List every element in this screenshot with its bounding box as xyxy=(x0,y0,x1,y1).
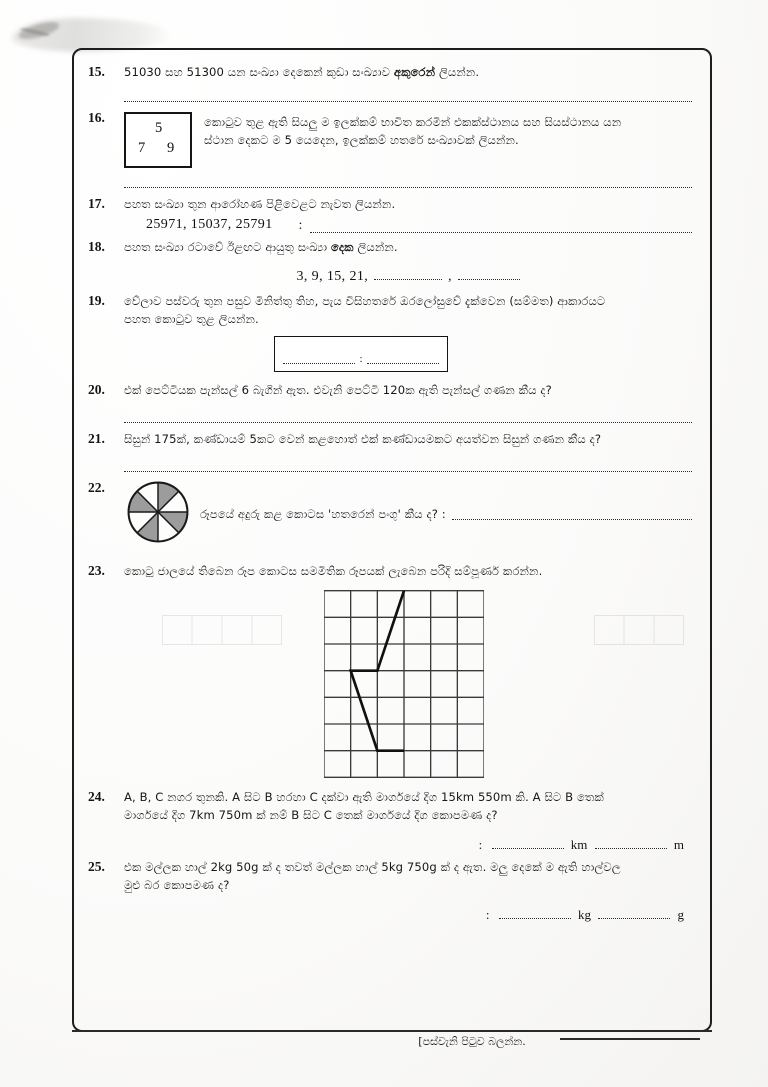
page-footer xyxy=(0,1032,768,1050)
footer-rule xyxy=(560,1038,700,1040)
question-24-answer-row xyxy=(124,837,692,853)
question-18-sequence: 3, 9, 15, 21, xyxy=(296,268,369,284)
question-18-comma: , xyxy=(448,267,452,283)
question-24-colon: : xyxy=(478,836,483,852)
question-16-answer-line[interactable] xyxy=(124,175,692,188)
question-23-number: 23. xyxy=(88,562,105,578)
question-18-lead: පහත සංඛ්‍යා රටාවේ ඊළඟට ආයුතු සංඛ්‍යා xyxy=(124,239,331,254)
question-24-unit-km: km xyxy=(570,836,588,852)
footer-note: [පස්වැනි පිටුව බලන්න. xyxy=(418,1035,526,1048)
question-15-text xyxy=(124,64,692,82)
bleed-through-grid-right xyxy=(594,615,684,645)
question-22-text: රූපයේ අදුරු කළ කොටස 'හතරෙන් පංගු' කීය ද? : xyxy=(200,507,446,522)
question-25-colon: : xyxy=(485,906,490,922)
question-16 xyxy=(84,110,692,188)
question-20 xyxy=(84,382,692,423)
question-16-line2: ස්ථාන දෙකට ම 5 යෙදෙන, ඉලක්කම් හතරේ සංඛ්‍යාවක් ලියන්න. xyxy=(204,132,519,147)
question-18-blank-2[interactable] xyxy=(458,270,520,280)
question-18-emphasis: දෙක xyxy=(330,239,354,254)
question-15-answer-line[interactable] xyxy=(124,89,692,102)
question-22-answer-line[interactable] xyxy=(452,510,692,520)
question-17-answer-line[interactable] xyxy=(310,223,692,233)
question-17-values: 25971, 15037, 25791 xyxy=(146,216,273,232)
question-25-line2: මුළු බර කොපමණ ද? xyxy=(124,877,230,892)
question-25-kg-blank[interactable] xyxy=(499,908,571,919)
question-22 xyxy=(84,480,692,549)
question-19-line1: වේලාව පස්වරු තුන පසුව මිනිත්තු තිහ, පැය විසිහතරේ ඔරලෝසුවේ දැක්වෙන (සම්මත) ආකාරයට xyxy=(124,293,606,308)
question-23-text: කොටු ජාලයේ තිබෙන රූප කොටස සමමිතික රූපයක් ලැබෙන පරිදි සම්පූර්ණ කරන්න. xyxy=(124,563,543,578)
question-24-line1: A, B, C නගර තුනකි. A සිට B හරහා C දක්වා ඇති මාර්ගයේ දිග 15km 550m කි. A සිට B තෙක් xyxy=(124,789,604,804)
question-20-answer-line[interactable] xyxy=(124,410,692,423)
question-18-number: 18. xyxy=(88,238,105,254)
question-19-number: 19. xyxy=(88,292,105,308)
question-23 xyxy=(84,563,692,787)
question-24 xyxy=(84,789,692,853)
exam-questions-container xyxy=(74,50,710,1030)
digit-right: 9 xyxy=(167,139,175,156)
question-24-number: 24. xyxy=(88,788,105,804)
bleed-through-grid-left xyxy=(162,615,282,645)
question-19-line2: පහත කොටුව තුළ ලියන්න. xyxy=(124,311,259,326)
question-22-pie-figure xyxy=(126,480,190,549)
question-18-blank-1[interactable] xyxy=(374,270,442,280)
question-18-tail: ලියන්න. xyxy=(353,239,398,254)
question-24-km-blank[interactable] xyxy=(492,838,564,849)
question-24-line2: මාර්ගයේ දිග 7km 750m ක් නම් B සිට C තෙක් මාර්ගයේ දිග කොපමණ ද? xyxy=(124,807,498,822)
question-16-line1: කොටුව තුළ ඇති සියලු ම ඉලක්කම් භාවිත කරමින් එකක්ස්ථානය සහ සියස්ථානය යන xyxy=(204,114,622,129)
question-25-unit-kg: kg xyxy=(578,906,591,922)
question-19-minutes-blank[interactable] xyxy=(367,355,439,364)
shaded-circle-icon xyxy=(126,480,190,544)
digit-top: 5 xyxy=(155,119,163,136)
question-19-hours-blank[interactable] xyxy=(283,355,355,364)
question-15-lead: 51030 සහ 51300 යන සංඛ්‍යා දෙකෙන් කුඩා සංඛ්‍යාව xyxy=(124,65,394,79)
question-16-number: 16. xyxy=(88,109,105,125)
digit-left: 7 xyxy=(138,139,146,156)
symmetry-grid[interactable] xyxy=(324,589,484,779)
question-17-number: 17. xyxy=(88,195,105,211)
question-25-answer-row xyxy=(124,907,692,923)
question-15-emphasis: අකුරෙන් xyxy=(393,65,436,79)
question-18 xyxy=(84,239,692,285)
question-17-colon: : xyxy=(298,216,303,232)
question-25-unit-g: g xyxy=(677,906,684,922)
question-17-text: පහත සංඛ්‍යා තුන ආරෝහණ පිළිවෙළට නැවත ලියන්න. xyxy=(124,196,396,211)
question-15-number: 15. xyxy=(88,64,105,79)
question-25-g-blank[interactable] xyxy=(598,908,670,919)
question-16-digit-box xyxy=(124,112,192,168)
question-15 xyxy=(84,64,692,102)
question-19-separator: : xyxy=(359,352,363,365)
question-24-unit-m: m xyxy=(673,836,684,852)
question-20-text: එක් පෙට්ටියක පැන්සල් 6 බැගින් ඇත. එවැනි පෙට්ටි 120ක ඇති පැන්සල් ගණන කීය ද? xyxy=(124,382,552,397)
question-15-tail: ලියන්න. xyxy=(435,65,480,79)
question-25-number: 25. xyxy=(88,858,105,874)
question-23-figure-area xyxy=(124,587,692,787)
question-24-m-blank[interactable] xyxy=(595,838,667,849)
question-21 xyxy=(84,431,692,472)
question-17 xyxy=(84,196,692,233)
question-22-number: 22. xyxy=(88,479,105,495)
question-19 xyxy=(84,293,692,372)
question-25 xyxy=(84,859,692,923)
question-19-answer-box[interactable] xyxy=(274,336,448,372)
question-21-number: 21. xyxy=(88,430,105,446)
question-25-line1: එක මල්ලක හාල් 2kg 50g ක් ද තවත් මල්ලක හාල් 5kg 750g ක් ද ඇත. මලු දෙකේ ම ඇති හාල්වල xyxy=(124,859,621,874)
question-20-number: 20. xyxy=(88,381,105,397)
question-18-text xyxy=(124,239,692,257)
question-21-text: සිසුන් 175ක්, කණ්ඩායම් 5කට වෙන් කළහොත් එක් කණ්ඩායමකට අයත්වන සිසුන් ගණන කීය ද? xyxy=(124,431,602,446)
question-21-answer-line[interactable] xyxy=(124,459,692,472)
